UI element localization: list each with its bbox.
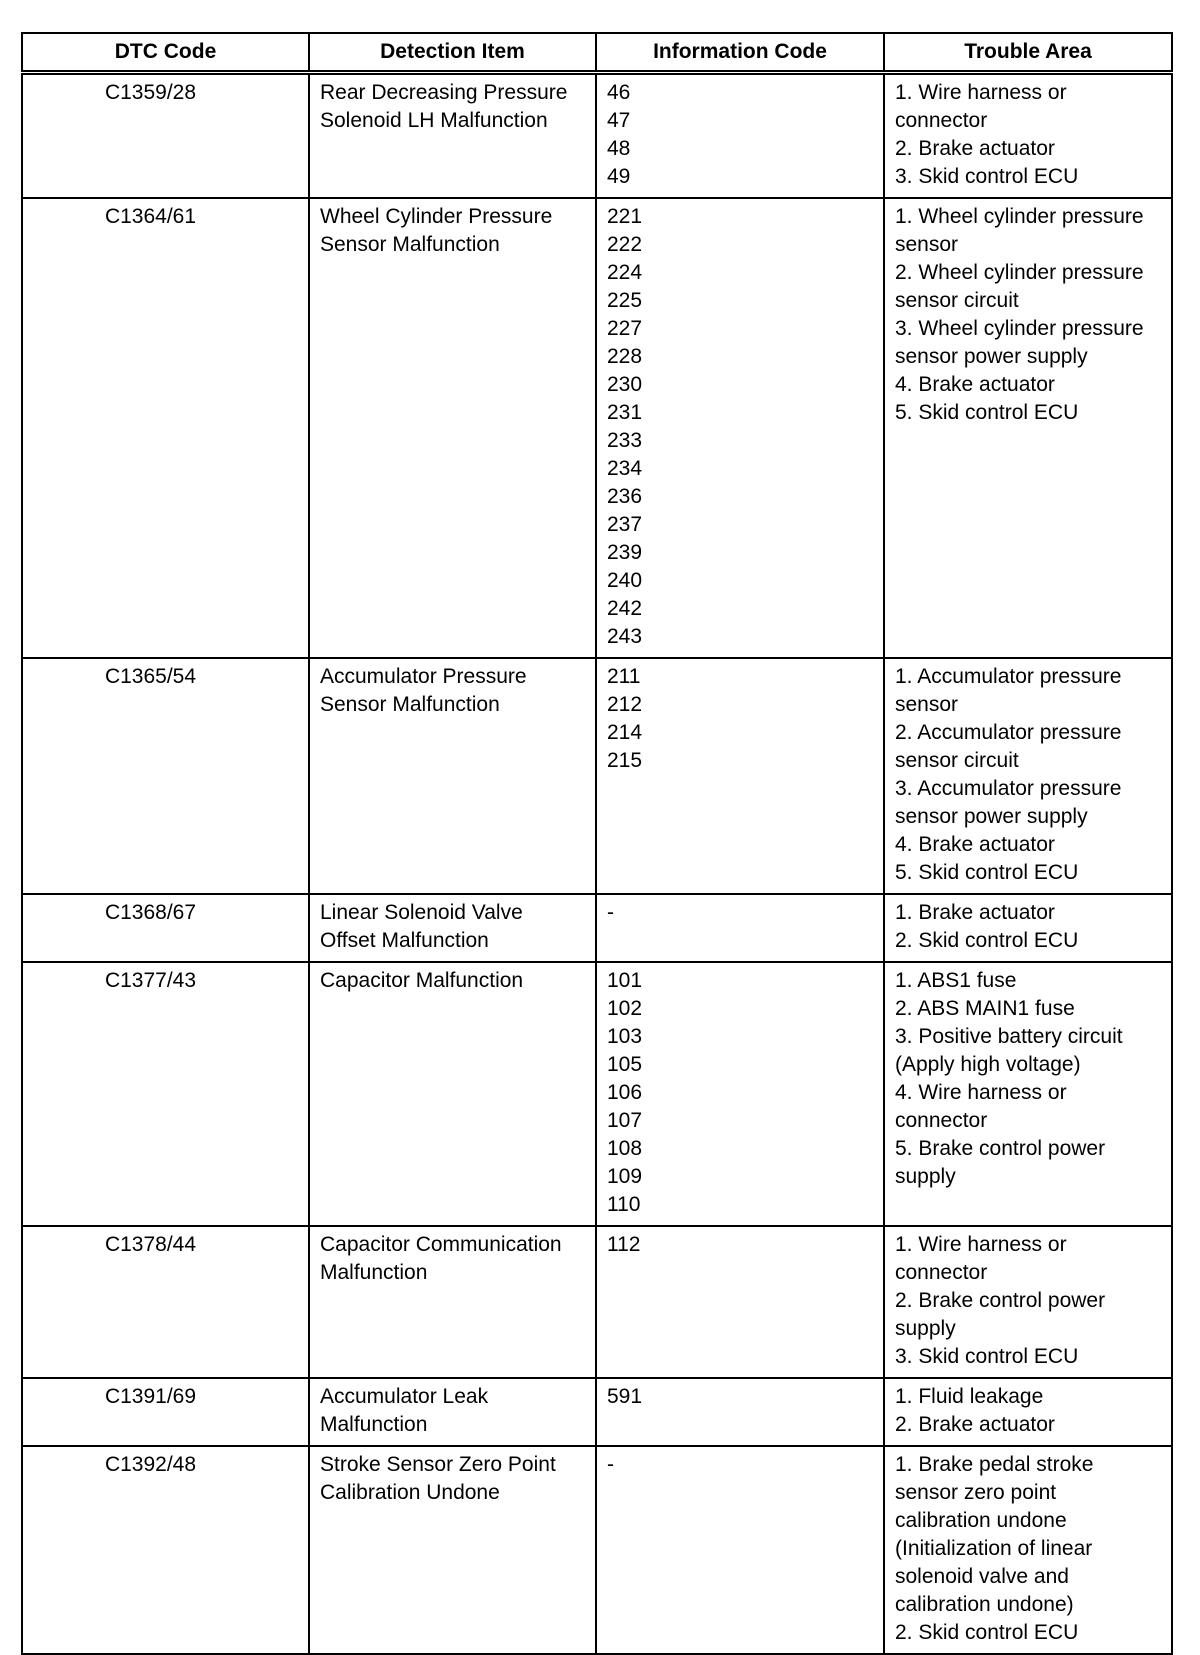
detection-item-cell: [309, 198, 596, 658]
information-code: 108: [607, 1137, 643, 1160]
trouble-area-line: 2. ABS MAIN1 fuse: [895, 997, 1075, 1020]
table-header: [22, 33, 1172, 73]
dtc-code-cell: C1359/28: [22, 73, 309, 199]
header-information-code: Information Code: [596, 33, 884, 73]
trouble-area-cell: [884, 962, 1172, 1226]
trouble-area-line: 2. Skid control ECU: [895, 1621, 1079, 1644]
information-code-cell: [596, 1378, 884, 1446]
trouble-area-line: 5. Skid control ECU: [895, 861, 1079, 884]
table-row: [22, 198, 1172, 658]
table-row: [22, 1378, 1172, 1446]
detection-item-cell: [309, 1226, 596, 1378]
detection-item-cell: [309, 1446, 596, 1654]
trouble-area-line: 4. Wire harness or: [895, 1081, 1067, 1104]
information-code: 101: [607, 969, 643, 992]
information-code-cell: [596, 1446, 884, 1654]
detection-item-line: Accumulator Leak: [320, 1385, 489, 1408]
detection-item-line: Offset Malfunction: [320, 929, 489, 952]
dtc-table: [21, 32, 1173, 1655]
table-row: [22, 1226, 1172, 1378]
trouble-area-line: 2. Accumulator pressure: [895, 721, 1122, 744]
information-code: 227: [607, 317, 643, 340]
information-code: 110: [607, 1193, 641, 1216]
trouble-area-cell: [884, 1378, 1172, 1446]
trouble-area-cell: [884, 1226, 1172, 1378]
trouble-area-line: sensor: [895, 693, 959, 716]
information-code: 214: [607, 721, 643, 744]
information-code: 242: [607, 597, 643, 620]
dtc-code-cell: C1392/48: [22, 1446, 309, 1654]
trouble-area-cell: [884, 894, 1172, 962]
information-code: 230: [607, 373, 643, 396]
information-code: 47: [607, 109, 631, 132]
trouble-area-line: sensor: [895, 233, 959, 256]
information-code: 231: [607, 401, 643, 424]
trouble-area-line: 1. Brake pedal stroke: [895, 1453, 1094, 1476]
trouble-area-line: 4. Brake actuator: [895, 833, 1055, 856]
trouble-area-line: 3. Skid control ECU: [895, 165, 1079, 188]
trouble-area-line: supply: [895, 1317, 956, 1340]
trouble-area-line: 2. Skid control ECU: [895, 929, 1079, 952]
dtc-code-cell: C1378/44: [22, 1226, 309, 1378]
detection-item-line: Linear Solenoid Valve: [320, 901, 523, 924]
trouble-area-line: connector: [895, 1109, 988, 1132]
detection-item-cell: [309, 894, 596, 962]
information-code-cell: [596, 962, 884, 1226]
trouble-area-line: solenoid valve and: [895, 1565, 1069, 1588]
trouble-area-line: (Apply high voltage): [895, 1053, 1081, 1076]
information-code-cell: [596, 894, 884, 962]
table-row: [22, 73, 1172, 199]
detection-item-line: Wheel Cylinder Pressure: [320, 205, 553, 228]
trouble-area-line: 1. Wheel cylinder pressure: [895, 205, 1144, 228]
trouble-area-line: 2. Brake control power: [895, 1289, 1106, 1312]
trouble-area-line: connector: [895, 1261, 988, 1284]
detection-item-line: Malfunction: [320, 1261, 428, 1284]
information-code: 222: [607, 233, 643, 256]
detection-item-line: Calibration Undone: [320, 1481, 500, 1504]
header-trouble-area: Trouble Area: [884, 33, 1172, 73]
information-code: 103: [607, 1025, 643, 1048]
trouble-area-line: sensor zero point: [895, 1481, 1057, 1504]
table-row: [22, 658, 1172, 894]
detection-item-line: Capacitor Malfunction: [320, 969, 524, 992]
trouble-area-line: 4. Brake actuator: [895, 373, 1055, 396]
detection-item-cell: [309, 658, 596, 894]
detection-item-line: Accumulator Pressure: [320, 665, 527, 688]
trouble-area-cell: [884, 1446, 1172, 1654]
information-code: 224: [607, 261, 643, 284]
trouble-area-line: connector: [895, 109, 988, 132]
trouble-area-line: 1. ABS1 fuse: [895, 969, 1017, 992]
dtc-code-cell: C1365/54: [22, 658, 309, 894]
information-code-cell: [596, 658, 884, 894]
trouble-area-line: supply: [895, 1165, 956, 1188]
detection-item-line: Solenoid LH Malfunction: [320, 109, 548, 132]
detection-item-cell: [309, 962, 596, 1226]
trouble-area-line: 2. Brake actuator: [895, 1413, 1055, 1436]
information-code: 102: [607, 997, 643, 1020]
trouble-area-line: 5. Brake control power: [895, 1137, 1106, 1160]
detection-item-line: Malfunction: [320, 1413, 428, 1436]
trouble-area-line: 2. Wheel cylinder pressure: [895, 261, 1144, 284]
trouble-area-line: 3. Accumulator pressure: [895, 777, 1122, 800]
information-code: 112: [607, 1233, 641, 1256]
information-code: 211: [607, 665, 641, 688]
information-code: 46: [607, 81, 631, 104]
detection-item-cell: [309, 1378, 596, 1446]
trouble-area-cell: [884, 73, 1172, 199]
information-code: 109: [607, 1165, 643, 1188]
information-code: 215: [607, 749, 643, 772]
information-code: 240: [607, 569, 643, 592]
dtc-code-cell: C1368/67: [22, 894, 309, 962]
trouble-area-line: 3. Positive battery circuit: [895, 1025, 1123, 1048]
trouble-area-cell: [884, 658, 1172, 894]
information-code: 237: [607, 513, 643, 536]
trouble-area-line: sensor power supply: [895, 805, 1088, 828]
information-code: 225: [607, 289, 643, 312]
information-code: 243: [607, 625, 643, 648]
trouble-area-line: 1. Accumulator pressure: [895, 665, 1122, 688]
table-row: [22, 1446, 1172, 1654]
detection-item-line: Capacitor Communication: [320, 1233, 562, 1256]
header-row: [22, 33, 1172, 73]
trouble-area-line: 1. Brake actuator: [895, 901, 1055, 924]
information-code: -: [607, 1453, 614, 1476]
table-body: [22, 73, 1172, 1655]
information-code: 233: [607, 429, 643, 452]
trouble-area-line: 2. Brake actuator: [895, 137, 1055, 160]
table-row: [22, 894, 1172, 962]
information-code-cell: [596, 73, 884, 199]
information-code: 105: [607, 1053, 643, 1076]
detection-item-line: Sensor Malfunction: [320, 693, 500, 716]
information-code: 591: [607, 1385, 643, 1408]
information-code: 107: [607, 1109, 643, 1132]
trouble-area-line: 1. Wire harness or: [895, 1233, 1067, 1256]
information-code: -: [607, 901, 614, 924]
detection-item-cell: [309, 73, 596, 199]
trouble-area-line: (Initialization of linear: [895, 1537, 1093, 1560]
information-code-cell: [596, 198, 884, 658]
trouble-area-line: 3. Wheel cylinder pressure: [895, 317, 1144, 340]
information-code: 228: [607, 345, 643, 368]
detection-item-line: Sensor Malfunction: [320, 233, 500, 256]
detection-item-line: Rear Decreasing Pressure: [320, 81, 568, 104]
information-code: 106: [607, 1081, 643, 1104]
trouble-area-cell: [884, 198, 1172, 658]
dtc-code-cell: C1364/61: [22, 198, 309, 658]
information-code: 221: [607, 205, 643, 228]
trouble-area-line: sensor circuit: [895, 289, 1019, 312]
trouble-area-line: calibration undone: [895, 1509, 1067, 1532]
trouble-area-line: sensor circuit: [895, 749, 1019, 772]
trouble-area-line: 1. Fluid leakage: [895, 1385, 1044, 1408]
information-code: 212: [607, 693, 643, 716]
information-code: 48: [607, 137, 631, 160]
trouble-area-line: calibration undone): [895, 1593, 1074, 1616]
detection-item-line: Stroke Sensor Zero Point: [320, 1453, 556, 1476]
table-row: [22, 962, 1172, 1226]
header-dtc-code: DTC Code: [22, 33, 309, 73]
trouble-area-line: 1. Wire harness or: [895, 81, 1067, 104]
information-code-cell: [596, 1226, 884, 1378]
trouble-area-line: 5. Skid control ECU: [895, 401, 1079, 424]
information-code: 239: [607, 541, 643, 564]
information-code: 49: [607, 165, 631, 188]
header-detection-item: Detection Item: [309, 33, 596, 73]
dtc-code-cell: C1377/43: [22, 962, 309, 1226]
trouble-area-line: 3. Skid control ECU: [895, 1345, 1079, 1368]
information-code: 234: [607, 457, 643, 480]
trouble-area-line: sensor power supply: [895, 345, 1088, 368]
dtc-code-cell: C1391/69: [22, 1378, 309, 1446]
information-code: 236: [607, 485, 643, 508]
